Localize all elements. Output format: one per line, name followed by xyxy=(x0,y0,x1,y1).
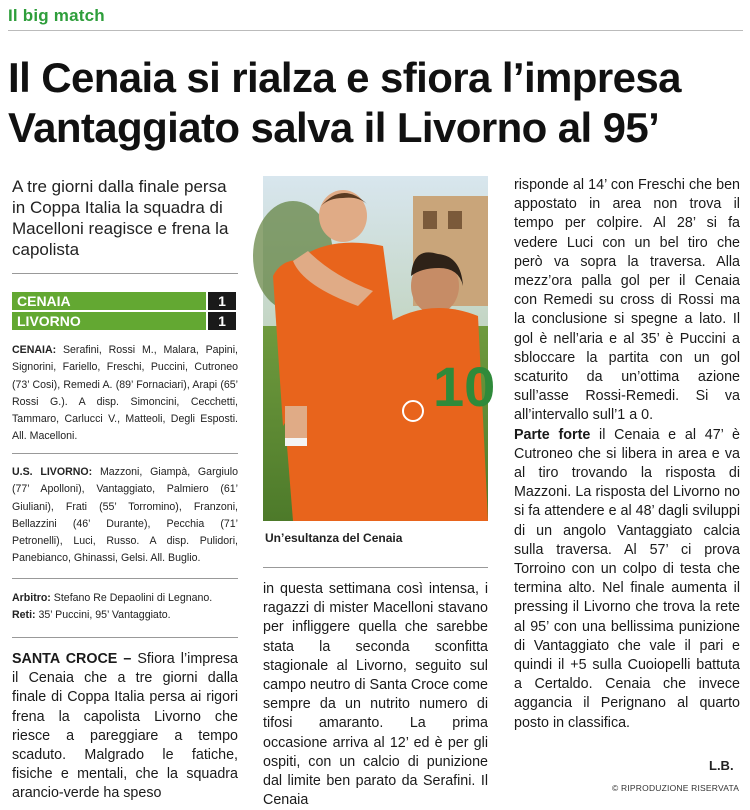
lineup-label: U.S. LIVORNO: xyxy=(12,466,93,478)
lineup-text: Serafini, Rossi M., Malara, Papini, Signorini, Fariello, Freschi, Puccini, Cutroneo (73’ Cosi), Remedi A. (89’ Fornaciari), Arapi (65’ Rossi G.). A disp. Simoncini, Cecchetti, Tammaro, Carlucci V., Matteoli, Degli Esposti. All. Macelloni. xyxy=(12,344,238,443)
referee-info xyxy=(12,590,238,625)
headline-line-1: Il Cenaia si rialza e sfiora l’impresa xyxy=(8,54,681,101)
headline-line-2: Vantaggiato salva il Livorno al 95’ xyxy=(8,104,660,151)
article-text: il Cenaia e al 47’ è Cutroneo che si libera in area e va al tiro trovando la risposta di Mazzoni. La risposta del Livorno no si fa attendere e al 48’ dagli sviluppi di un angolo Vantaggiato calcia sulla traversa. Al 57’ ci prova Torroino con un colpo di testa che termina alto. Nel finale aumenta il pressing il Livorno che trova la rete al 95’ con una bellissima punizione di Vantaggiato che vale il pari e quindi il +5 sulla Cuoiopelli battuta a Certaldo. Cenaia che invece aggancia il Perignano al quarto posto in classifica. xyxy=(514,426,740,731)
subheading: A tre giorni dalla finale persa in Coppa Italia la squadra di Macelloni reagisce e frena la capolista xyxy=(12,177,229,259)
divider xyxy=(12,273,238,274)
arbitro-label: Arbitro: xyxy=(12,592,51,604)
lineup-cenaia xyxy=(12,342,238,446)
divider xyxy=(12,453,238,454)
dateline: SANTA CROCE – xyxy=(12,651,132,667)
celebration-image xyxy=(263,176,496,521)
reti-line xyxy=(12,607,238,624)
lineup-text: Mazzoni, Giampà, Gargiulo (77’ Apolloni), Vantaggiato, Palmiero (61’ Giuliani), Frati (55’ Torromino), Franzoni, Bellazzini (46’ Durante), Pecchia (71’ Petronelli), Luci, Russo. A disp. Pulidori, Panebianco, Ghinassi, Gelsi. All. Buglio. xyxy=(12,466,238,565)
team-name: LIVORNO xyxy=(12,312,206,330)
top-rule xyxy=(8,30,743,31)
score-row-away xyxy=(12,312,236,330)
article-text: Sfiora l’impresa il Cenaia che a tre giorni dalla finale di Coppa Italia persa ai rigori frena la capolista Livorno che riesce a pareggiare a tempo scaduto. Malgrado le fatiche, fisiche e mentali, che la squadra arancio-verde ha speso xyxy=(12,651,238,802)
photo-caption: Un’esultanza del Cenaia xyxy=(265,531,403,545)
team-goals: 1 xyxy=(208,312,236,330)
arbitro-text: Stefano Re Depaolini di Legnano. xyxy=(50,592,213,604)
divider xyxy=(12,578,238,579)
lineup-livorno xyxy=(12,464,238,568)
match-photo xyxy=(263,176,496,521)
article-text: risponde al 14’ con Freschi che ben appostato in area non trova il tempo per colpire. Al 28’ si fa vedere Luci con un bel tiro che però va sopra la traversa. Alla mezz’ora palla gol per il Cenaia con Remedi su cross di Rossi ma la conclusione si spegne a lato. Il gol è nell’aria e al 35’ è Puccini a sbloccare la partita con un gol scaturito da un’ottima azione sull’asse Rossi-Remedi. Si va all’intervallo sull’1 a 0. xyxy=(514,177,740,424)
article-column-1 xyxy=(12,650,238,804)
section-tag: Il big match xyxy=(8,6,105,25)
reti-text: 35’ Puccini, 95’ Vantaggiato. xyxy=(35,609,171,622)
jersey-number: 10 xyxy=(433,355,496,418)
divider xyxy=(263,567,488,568)
lineup-label: CENAIA: xyxy=(12,344,57,356)
article-column-2: in questa settimana così intensa, i ragazzi di mister Macelloni stavano per infliggere quella che sarebbe stata la seconda sconfitta stagionale al Livorno, seguito sul campo neutro di Santa Croce come sempre da un nutrito numero di tifosi amaranto. La prima occasione arriva al 12’ ed è per gli ospiti, con un calcio di punizione dal limite ben parato da Serafini. Il Cenaia xyxy=(263,581,488,809)
paragraph-lead: Parte forte xyxy=(514,426,591,443)
team-goals: 1 xyxy=(208,292,236,310)
reti-label: Reti: xyxy=(12,609,36,622)
score-row-home xyxy=(12,292,236,310)
copyright-notice: © RIPRODUZIONE RISERVATA xyxy=(612,783,740,793)
team-name: CENAIA xyxy=(12,292,206,310)
article-column-3 xyxy=(514,176,740,733)
divider xyxy=(12,637,238,638)
author-signature: L.B. xyxy=(709,758,734,773)
arbitro-line xyxy=(12,590,238,607)
